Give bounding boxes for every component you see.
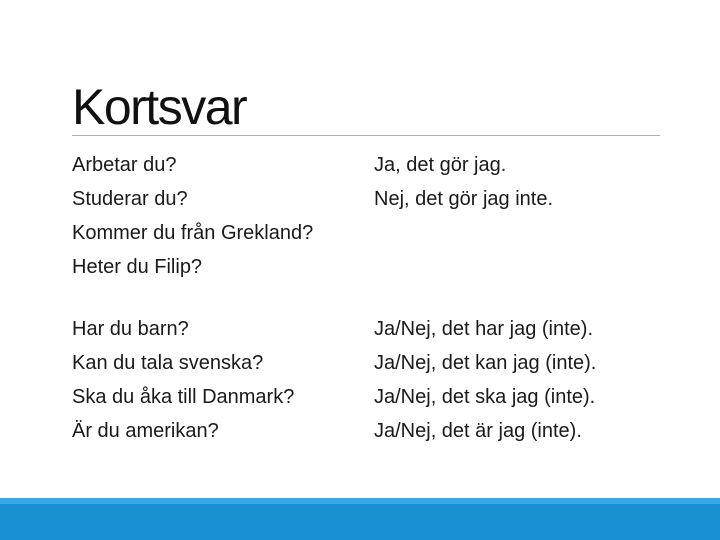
question-line: Har du barn? [72, 318, 189, 340]
answer-line: Ja/Nej, det har jag (inte). [374, 318, 593, 340]
answer-line: Ja/Nej, det ska jag (inte). [374, 386, 596, 408]
answer-line: Ja/Nej, det är jag (inte). [374, 420, 582, 442]
question-line: Ska du åka till Danmark? [72, 386, 295, 408]
answers-block-1 [374, 148, 553, 216]
answers-block-2 [374, 312, 596, 448]
question-line: Kan du tala svenska? [72, 352, 264, 374]
slide-title: Kortsvar [72, 79, 247, 135]
answer-line: Ja/Nej, det kan jag (inte). [374, 352, 597, 374]
footer-accent-highlight [0, 498, 720, 504]
question-line: Arbetar du? [72, 154, 177, 176]
question-line: Heter du Filip? [72, 256, 203, 278]
question-line: Kommer du från Grekland? [72, 222, 314, 244]
answer-line: Nej, det gör jag inte. [374, 188, 553, 210]
title-divider [72, 135, 660, 136]
question-line: Är du amerikan? [72, 420, 219, 442]
footer-accent-band [0, 498, 720, 540]
questions-block-2 [72, 312, 294, 448]
questions-block-1 [72, 148, 313, 284]
answer-line: Ja, det gör jag. [374, 154, 507, 176]
question-line: Studerar du? [72, 188, 188, 210]
